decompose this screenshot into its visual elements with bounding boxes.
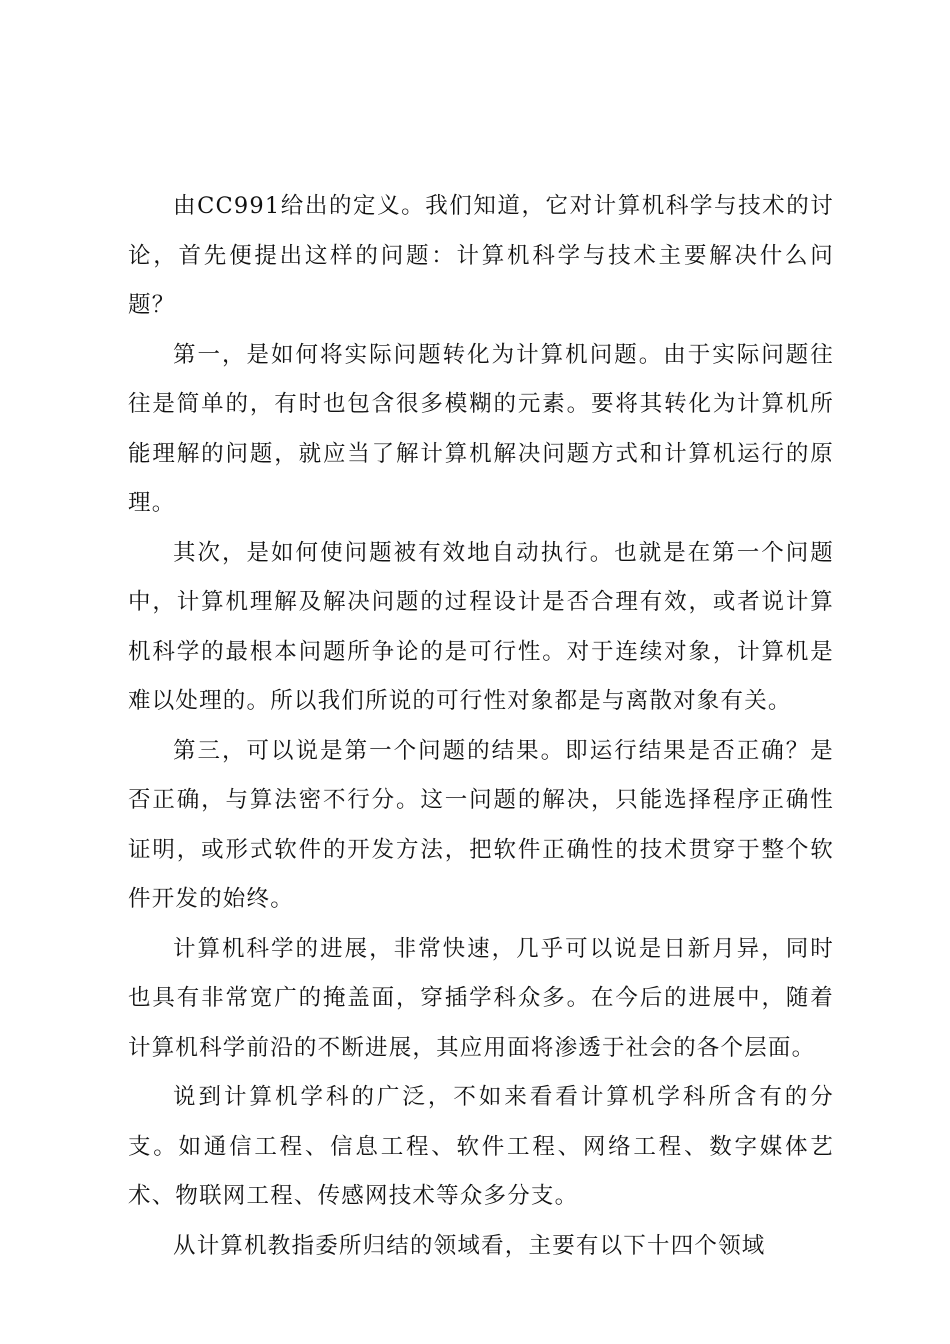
paragraph-progress: 计算机科学的进展，非常快速，几乎可以说是日新月异，同时也具有非常宽广的掩盖面，穿插学科众多。在今后的进展中，随着计算机科学前沿的不断进展，其应用面将渗透于社会的各个层面。: [128, 935, 834, 1061]
paragraph-second-problem: 其次，是如何使问题被有效地自动执行。也就是在第一个问题中，计算机理解及解决问题的过程设计是否合理有效，或者说计算机科学的最根本问题所争论的是可行性。对于连续对象，计算机是难以处理的。所以我们所说的可行性对象都是与离散对象有关。: [128, 539, 834, 714]
paragraph-definition: 由CC991给出的定义。我们知道，它对计算机科学与技术的讨论，首先便提出这样的问题：计算机科学与技术主要解决什么问题？: [128, 193, 834, 318]
document-body: [128, 182, 834, 1271]
paragraph-third-problem: 第三，可以说是第一个问题的结果。即运行结果是否正确？是否正确，与算法密不行分。这一问题的解决，只能选择程序正确性证明，或形式软件的开发方法，把软件正确性的技术贯穿于整个软件开发的始终。: [128, 737, 834, 912]
paragraph-branches: 说到计算机学科的广泛，不如来看看计算机学科所含有的分支。如通信工程、信息工程、软件工程、网络工程、数字媒体艺术、物联网工程、传感网技术等众多分支。: [128, 1084, 834, 1209]
paragraph-fields: 从计算机教指委所归结的领域看，主要有以下十四个领域: [173, 1232, 766, 1259]
paragraph-first-problem: 第一，是如何将实际问题转化为计算机问题。由于实际问题往往是简单的，有时也包含很多模糊的元素。要将其转化为计算机所能理解的问题，就应当了解计算机解决问题方式和计算机运行的原理。: [128, 341, 834, 516]
